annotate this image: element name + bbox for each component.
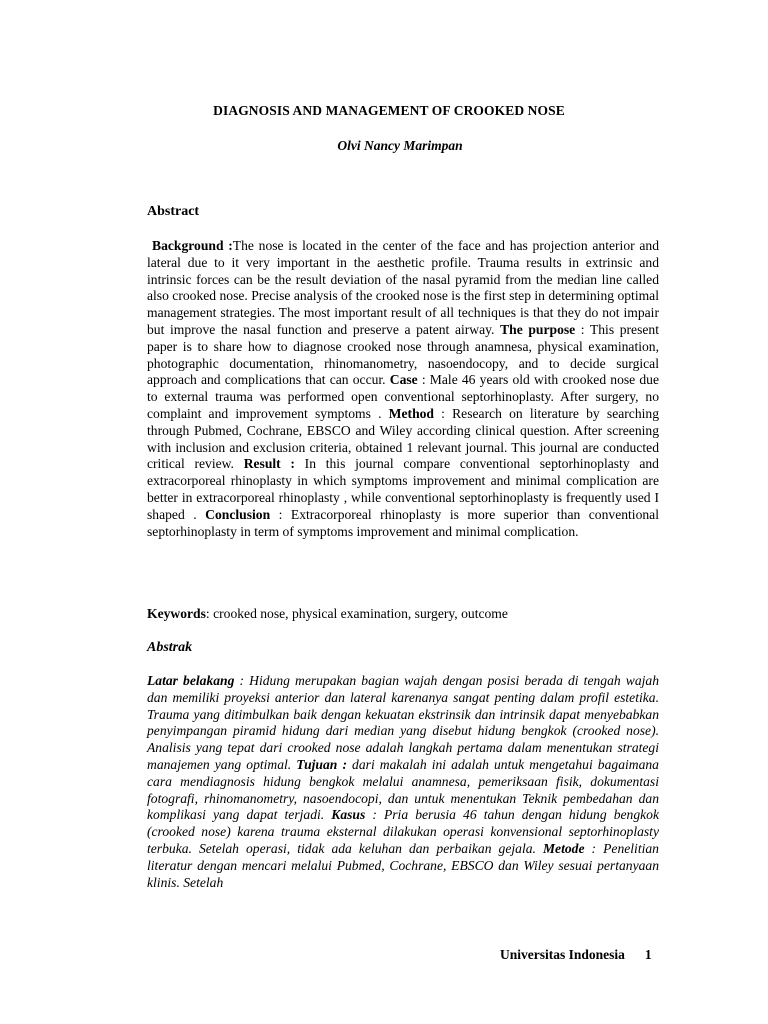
- abstract-heading: Abstract: [147, 204, 200, 219]
- result-text: In this journal compare conventional septorhinoplasty and extracorporeal rhinoplasty in which symptoms improvement and minimal complication are better in extracorporeal rhinoplasty , while conventional septorhinoplasty is frequently used I shaped .: [147, 456, 659, 522]
- conclusion-text: : Extracorporeal rhinoplasty is more superior than conventional septorhinoplasty in term of symptoms improvement and minimal complication.: [147, 506, 659, 539]
- kasus-label: Kasus: [331, 807, 366, 823]
- conclusion-label: Conclusion: [205, 506, 271, 522]
- keywords-text: : crooked nose, physical examination, surgery, outcome: [205, 606, 508, 621]
- latar-label: Latar belakang: [147, 673, 235, 688]
- method-label: Method: [388, 405, 434, 421]
- abstract-body: [147, 238, 659, 540]
- tujuan-text: dari makalah ini adalah untuk mengetahui bagaimana cara mendiagnosis hidung bengkok melalui anamnesa, pemeriksaan fisik, dokumentasi fotografi, rhinomanometry, nasoendocopi, dan untuk menentukan Teknik pembedahan dan komplikasi yang dapat terjadi.: [147, 756, 659, 823]
- background-text: The nose is located in the center of the face and has projection anterior and lateral due to it very important in the aesthetic profile. Trauma results in extrinsic and intrinsic forces can be the result deviation of the nasal pyramid from the median line called also crooked nose. Precise analysis of the crooked nose is the first step in determining optimal management strategies. The most important result of all techniques is that they do not impair but improve the nasal function and preserve a patent airway.: [147, 238, 660, 337]
- metode-text: : Penelitian literatur dengan mencari melalui Pubmed, Cochrane, EBSCO dan Wiley sesuai pertanyaan klinis. Setelah: [147, 840, 659, 890]
- background-label: Background :: [152, 238, 233, 253]
- abstrak-heading: Abstrak: [147, 640, 193, 655]
- purpose-text: : This present paper is to share how to diagnose crooked nose through anamnesa, physical examination, photographic documentation, rhinomanometry, nasoendocopy, and to decide surgical approach and complications that can occur.: [147, 321, 659, 388]
- tujuan-label: Tujuan :: [296, 756, 347, 772]
- kasus-text: : Pria berusia 46 tahun dengan hidung bengkok (crooked nose) karena trauma eksternal dilakukan operasi konvensional septorhinoplasty terbuka. Setelah operasi, tidak ada keluhan dan perbaikan gejala.: [147, 807, 659, 856]
- purpose-label: The purpose: [500, 321, 576, 337]
- method-text: : Research on literature by searching through Pubmed, Cochrane, EBSCO and Wiley according clinical question. After screening with inclusion and exclusion criteria, obtained 1 relevant journal. This journal are conducted critical review.: [147, 405, 659, 472]
- result-label: Result :: [243, 456, 295, 472]
- case-label: Case: [389, 372, 418, 388]
- page-footer: [500, 947, 652, 963]
- author-name: Olvi Nancy Marimpan: [337, 138, 463, 153]
- abstrak-body: [147, 673, 659, 891]
- keywords-line: [147, 606, 659, 623]
- keywords-label: Keywords: [147, 606, 206, 621]
- metode-label: Metode: [542, 840, 585, 856]
- footer-institution: Universitas Indonesia: [500, 947, 625, 962]
- case-text: : Male 46 years old with crooked nose due to external trauma was performed open conventional septorhinoplasty. After surgery, no complaint and improvement symptoms .: [147, 372, 659, 421]
- page-number: 1: [644, 947, 652, 962]
- paper-title: DIAGNOSIS AND MANAGEMENT OF CROOKED NOSE: [213, 103, 565, 118]
- latar-text: : Hidung merupakan bagian wajah dengan posisi berada di tengah wajah dan memiliki proyeksi anterior dan lateral karenanya sangat penting dalam profil estetika. Trauma yang ditimbulkan baik dengan kekuatan ekstrinsik dan intrinsik dapat menyebabkan penyimpangan piramid hidung dari median yang disebut hidung bengkok (crooked nose). Analisis yang tepat dari crooked nose adalah langkah pertama dalam menentukan strategi manajemen yang optimal.: [147, 673, 659, 772]
